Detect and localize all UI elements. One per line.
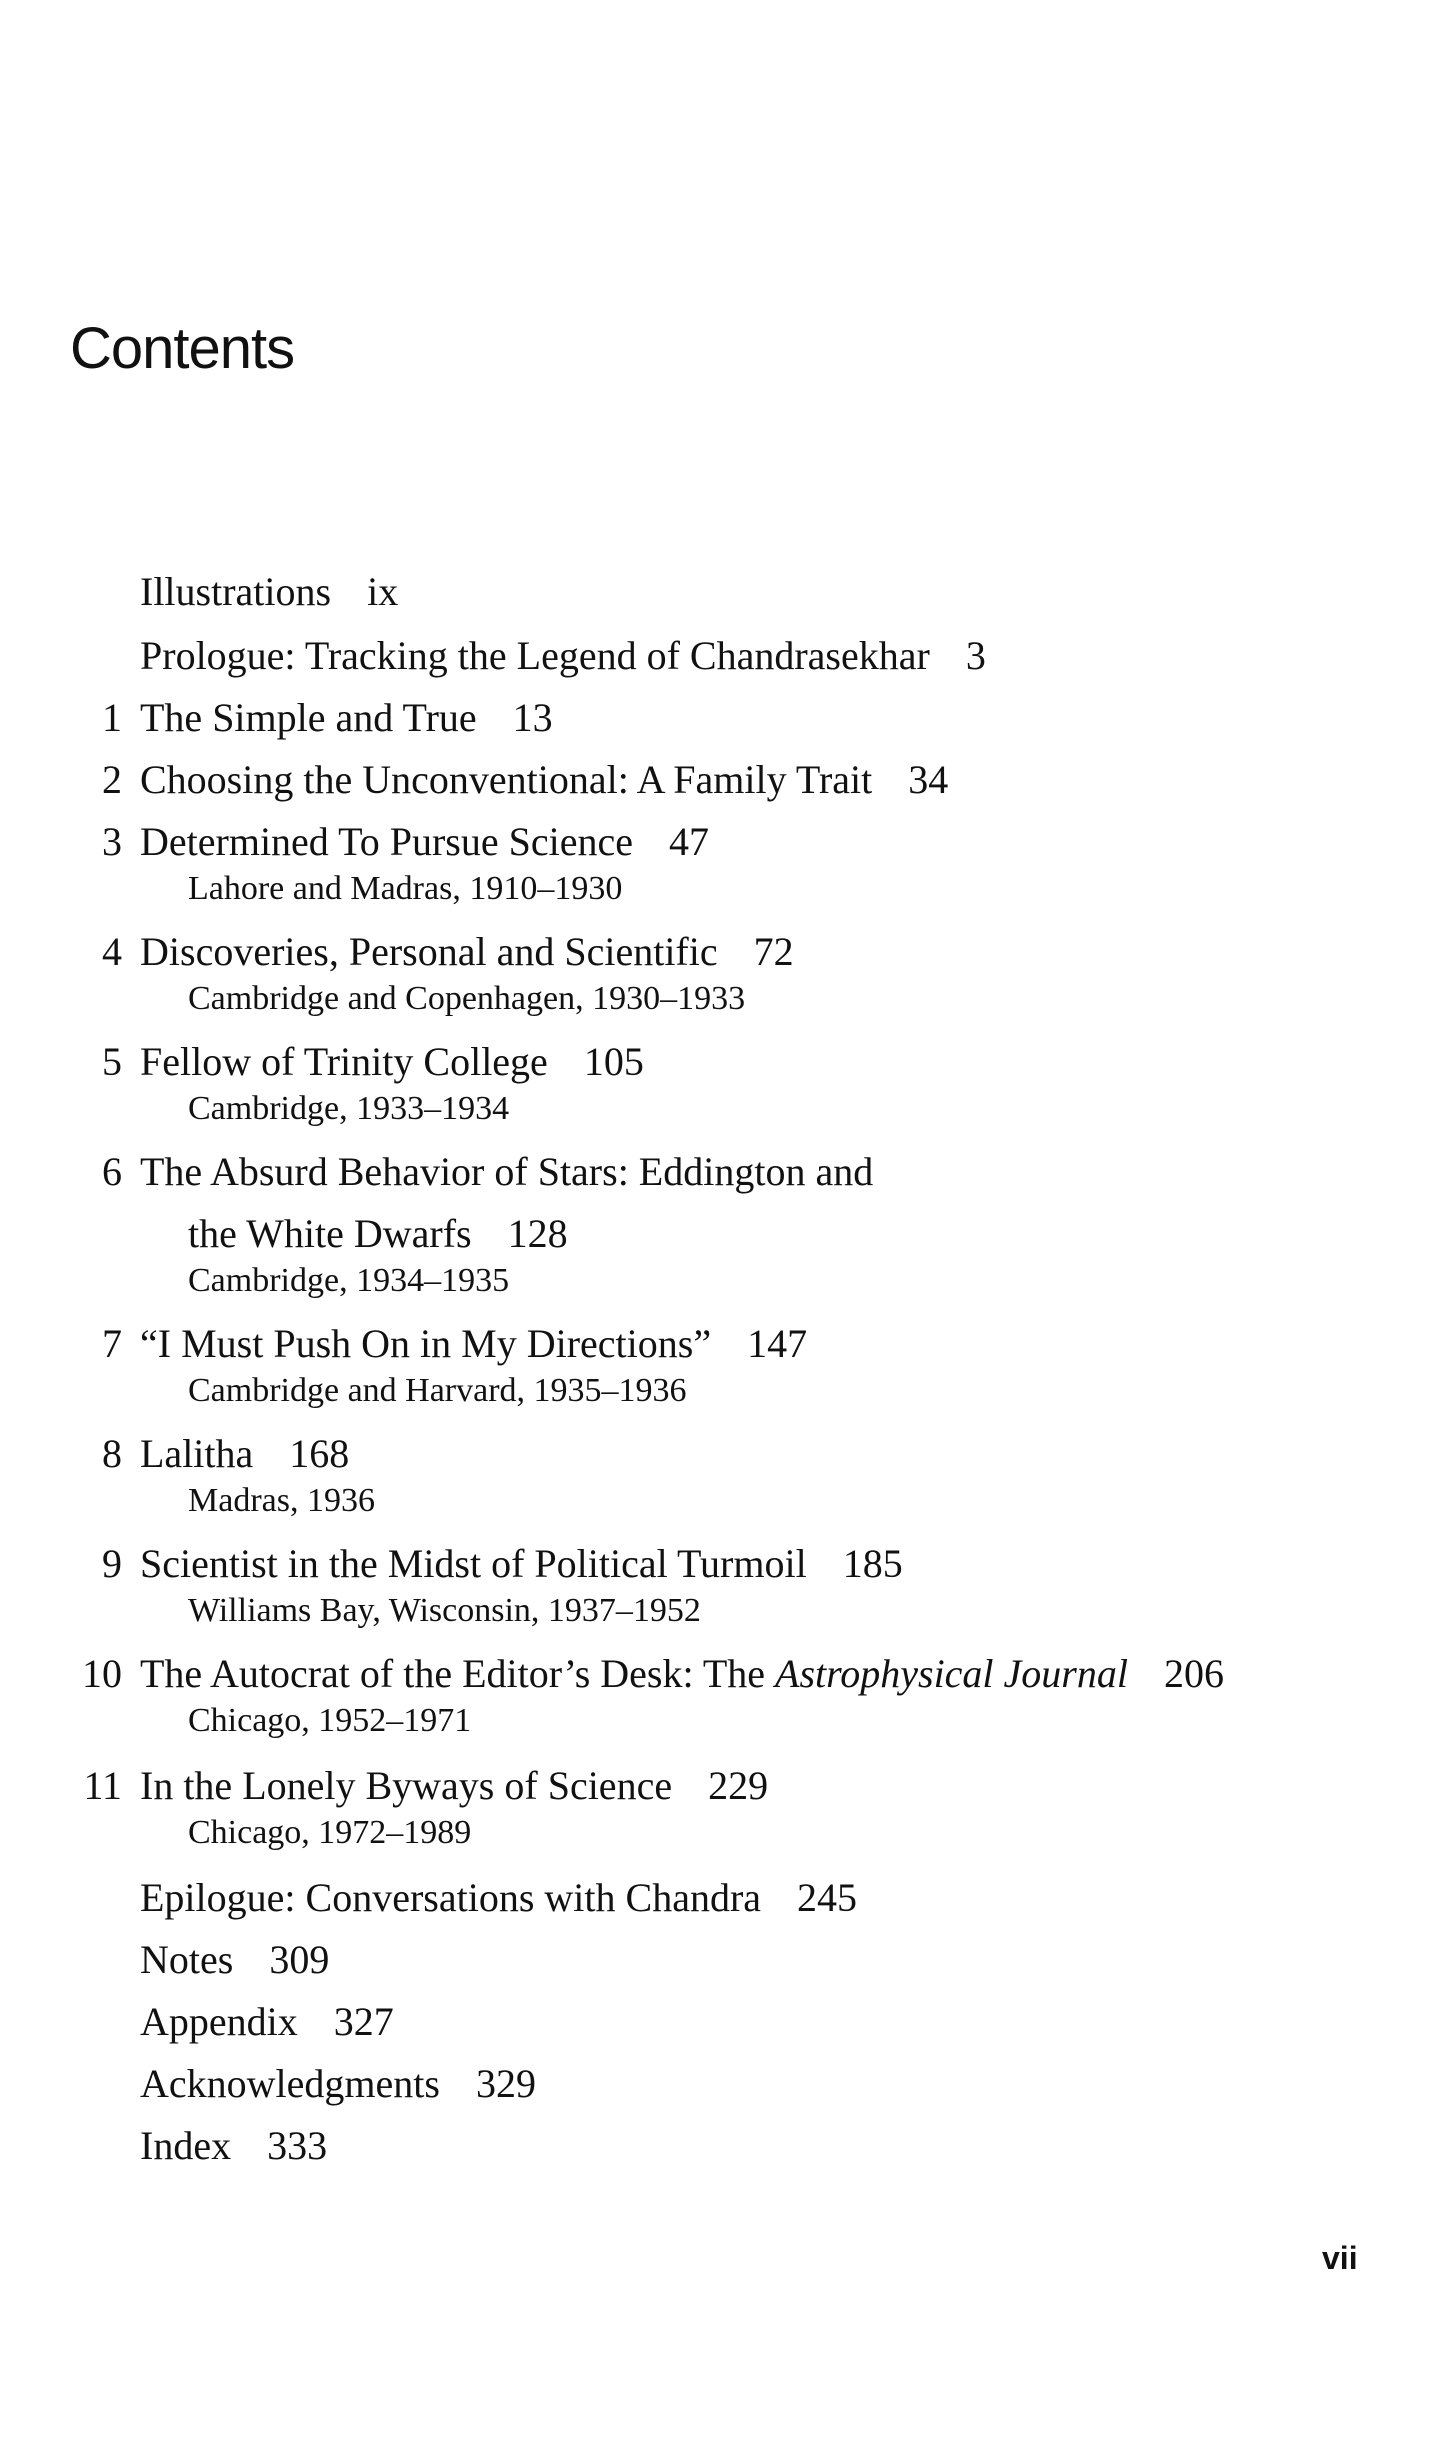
toc-entry-title: “I Must Push On in My Directions” xyxy=(140,1321,712,1366)
toc-entry-page: 229 xyxy=(708,1763,769,1808)
toc-entry-title: Choosing the Unconventional: A Family Trait xyxy=(140,757,873,802)
toc-entry-page: 3 xyxy=(965,633,986,678)
page-title: Contents xyxy=(70,316,295,381)
toc-entry-title: Appendix xyxy=(140,1999,298,2044)
toc-entry-page: 185 xyxy=(842,1541,903,1586)
toc-entry-title: Determined To Pursue Science xyxy=(140,819,633,864)
chapter-number: 2 xyxy=(102,757,122,802)
toc-entry-title-italic: Astrophysical Journal xyxy=(775,1651,1128,1696)
chapter-subtitle: Cambridge, 1933–1934 xyxy=(188,1090,510,1127)
chapter-subtitle: Madras, 1936 xyxy=(188,1482,375,1519)
toc-entry-title: Fellow of Trinity College xyxy=(140,1039,548,1084)
toc-entry-page: ix xyxy=(367,569,399,614)
toc-entry-page: 309 xyxy=(269,1937,330,1982)
toc-entry-title: Index xyxy=(140,2123,232,2168)
toc-entry-page: 128 xyxy=(507,1211,568,1256)
toc-entry-title: Notes xyxy=(140,1937,234,1982)
toc-entry-title: The Absurd Behavior of Stars: Eddington and xyxy=(140,1149,874,1194)
toc-entry-page: 13 xyxy=(512,695,553,740)
toc-entry-page: 333 xyxy=(267,2123,328,2168)
chapter-number: 7 xyxy=(102,1321,122,1366)
toc-entry-title: Epilogue: Conversations with Chandra xyxy=(140,1875,762,1920)
chapter-subtitle: Chicago, 1972–1989 xyxy=(188,1814,472,1851)
toc-entry-title: Prologue: Tracking the Legend of Chandrasekhar xyxy=(140,633,930,678)
toc-entry-title: Discoveries, Personal and Scientific xyxy=(140,929,718,974)
toc-entry-page: 168 xyxy=(289,1431,350,1476)
toc-entry-title-continued: the White Dwarfs xyxy=(188,1211,472,1256)
chapter-number: 11 xyxy=(83,1763,122,1808)
toc-entry-title: Lalitha xyxy=(140,1431,254,1476)
toc-entry-title: Acknowledgments xyxy=(140,2061,440,2106)
toc-entry-page: 72 xyxy=(753,929,794,974)
chapter-subtitle: Cambridge and Copenhagen, 1930–1933 xyxy=(188,980,746,1017)
toc-entry-title: The Autocrat of the Editor’s Desk: The xyxy=(140,1651,776,1696)
chapter-number: 3 xyxy=(102,819,122,864)
toc-entry-title: Scientist in the Midst of Political Turmoil xyxy=(140,1541,807,1586)
page-number: vii xyxy=(1322,2240,1358,2276)
toc-entry-page: 47 xyxy=(669,819,709,864)
chapter-number: 1 xyxy=(102,695,122,740)
toc-entry-page: 327 xyxy=(333,1999,394,2044)
chapter-subtitle: Chicago, 1952–1971 xyxy=(188,1702,472,1739)
chapter-number: 8 xyxy=(102,1431,122,1476)
toc-entry-title: Illustrations xyxy=(140,569,332,614)
chapter-number: 10 xyxy=(82,1651,122,1696)
chapter-subtitle: Cambridge, 1934–1935 xyxy=(188,1262,510,1299)
toc-entry-page: 245 xyxy=(797,1875,858,1920)
chapter-subtitle: Williams Bay, Wisconsin, 1937–1952 xyxy=(188,1592,701,1629)
toc-entry-page: 34 xyxy=(908,757,949,802)
chapter-number: 5 xyxy=(102,1039,122,1084)
chapter-subtitle: Cambridge and Harvard, 1935–1936 xyxy=(188,1372,687,1409)
chapter-subtitle: Lahore and Madras, 1910–1930 xyxy=(188,870,623,907)
chapter-number: 4 xyxy=(102,929,122,974)
toc-entry-page: 329 xyxy=(475,2061,536,2106)
toc-entry-title: The Simple and True xyxy=(140,695,477,740)
chapter-number: 6 xyxy=(102,1149,122,1194)
toc-entry-page: 206 xyxy=(1163,1651,1224,1696)
chapter-number: 9 xyxy=(102,1541,122,1586)
toc-entry-page: 105 xyxy=(583,1039,644,1084)
toc-entry-title: In the Lonely Byways of Science xyxy=(140,1763,673,1808)
toc-entry-page: 147 xyxy=(747,1321,808,1366)
